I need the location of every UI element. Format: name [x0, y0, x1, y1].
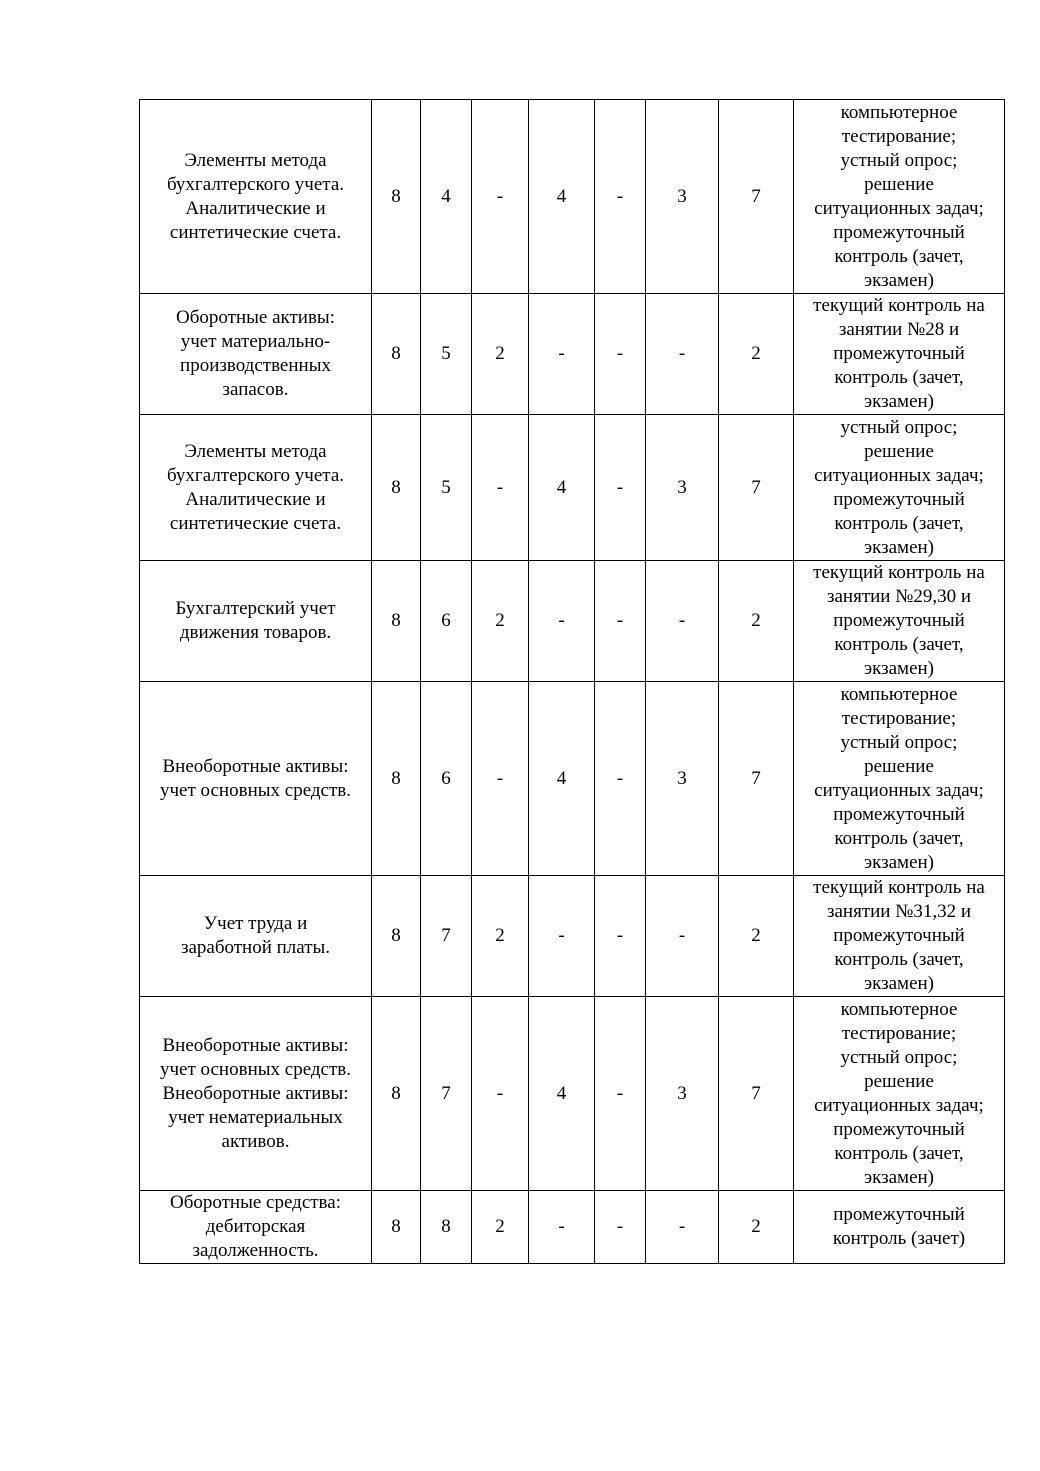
- self-study-cell: -: [646, 294, 719, 415]
- semester-cell: 8: [372, 561, 421, 682]
- total-cell: 7: [719, 997, 794, 1191]
- semester-cell: 8: [372, 682, 421, 876]
- practice-cell: 4: [529, 100, 595, 294]
- topic-cell: Учет труда и заработной платы.: [140, 876, 372, 997]
- topic-cell: Оборотные активы: учет материально- производственных запасов.: [140, 294, 372, 415]
- table-row: [140, 415, 1005, 561]
- semester-cell: 8: [372, 1191, 421, 1264]
- curriculum-table: [139, 99, 1005, 1264]
- table-row: [140, 1191, 1005, 1264]
- total-cell: 7: [719, 415, 794, 561]
- lab-cell: -: [595, 1191, 646, 1264]
- lecture-cell: 2: [472, 561, 529, 682]
- control-form-cell: промежуточный контроль (зачет): [794, 1191, 1005, 1264]
- control-form-cell: компьютерное тестирование; устный опрос; решение ситуационных задач; промежуточный контроль (зачет, экзамен): [794, 682, 1005, 876]
- semester-cell: 8: [372, 100, 421, 294]
- practice-cell: -: [529, 876, 595, 997]
- week-cell: 6: [421, 682, 472, 876]
- self-study-cell: 3: [646, 997, 719, 1191]
- week-cell: 6: [421, 561, 472, 682]
- self-study-cell: -: [646, 876, 719, 997]
- semester-cell: 8: [372, 876, 421, 997]
- week-cell: 7: [421, 997, 472, 1191]
- week-cell: 7: [421, 876, 472, 997]
- topic-cell: Оборотные средства: дебиторская задолженность.: [140, 1191, 372, 1264]
- table-row: [140, 100, 1005, 294]
- practice-cell: 4: [529, 682, 595, 876]
- lecture-cell: -: [472, 997, 529, 1191]
- total-cell: 2: [719, 561, 794, 682]
- week-cell: 5: [421, 415, 472, 561]
- week-cell: 5: [421, 294, 472, 415]
- control-form-cell: устный опрос; решение ситуационных задач; промежуточный контроль (зачет, экзамен): [794, 415, 1005, 561]
- total-cell: 2: [719, 876, 794, 997]
- control-form-cell: текущий контроль на занятии №31,32 и промежуточный контроль (зачет, экзамен): [794, 876, 1005, 997]
- topic-cell: Бухгалтерский учет движения товаров.: [140, 561, 372, 682]
- semester-cell: 8: [372, 997, 421, 1191]
- control-form-cell: компьютерное тестирование; устный опрос; решение ситуационных задач; промежуточный контроль (зачет, экзамен): [794, 100, 1005, 294]
- total-cell: 7: [719, 682, 794, 876]
- practice-cell: 4: [529, 997, 595, 1191]
- semester-cell: 8: [372, 415, 421, 561]
- control-form-cell: компьютерное тестирование; устный опрос; решение ситуационных задач; промежуточный контроль (зачет, экзамен): [794, 997, 1005, 1191]
- week-cell: 4: [421, 100, 472, 294]
- semester-cell: 8: [372, 294, 421, 415]
- lecture-cell: -: [472, 415, 529, 561]
- lecture-cell: 2: [472, 876, 529, 997]
- control-form-cell: текущий контроль на занятии №29,30 и промежуточный контроль (зачет, экзамен): [794, 561, 1005, 682]
- lab-cell: -: [595, 561, 646, 682]
- week-cell: 8: [421, 1191, 472, 1264]
- topic-cell: Внеоборотные активы: учет основных средств.: [140, 682, 372, 876]
- lecture-cell: -: [472, 682, 529, 876]
- lecture-cell: 2: [472, 1191, 529, 1264]
- lab-cell: -: [595, 100, 646, 294]
- practice-cell: -: [529, 561, 595, 682]
- lab-cell: -: [595, 682, 646, 876]
- table-row: [140, 876, 1005, 997]
- topic-cell: Элементы метода бухгалтерского учета. Аналитические и синтетические счета.: [140, 415, 372, 561]
- self-study-cell: 3: [646, 100, 719, 294]
- table-row: [140, 997, 1005, 1191]
- lab-cell: -: [595, 294, 646, 415]
- lecture-cell: -: [472, 100, 529, 294]
- self-study-cell: -: [646, 1191, 719, 1264]
- lab-cell: -: [595, 415, 646, 561]
- topic-cell: Внеоборотные активы: учет основных средств. Внеоборотные активы: учет нематериальных активов.: [140, 997, 372, 1191]
- control-form-cell: текущий контроль на занятии №28 и промежуточный контроль (зачет, экзамен): [794, 294, 1005, 415]
- table-row: [140, 294, 1005, 415]
- self-study-cell: -: [646, 561, 719, 682]
- lab-cell: -: [595, 997, 646, 1191]
- self-study-cell: 3: [646, 415, 719, 561]
- lab-cell: -: [595, 876, 646, 997]
- self-study-cell: 3: [646, 682, 719, 876]
- table-row: [140, 682, 1005, 876]
- total-cell: 2: [719, 294, 794, 415]
- table-body: [140, 100, 1005, 1264]
- table-row: [140, 561, 1005, 682]
- total-cell: 2: [719, 1191, 794, 1264]
- lecture-cell: 2: [472, 294, 529, 415]
- total-cell: 7: [719, 100, 794, 294]
- topic-cell: Элементы метода бухгалтерского учета. Аналитические и синтетические счета.: [140, 100, 372, 294]
- practice-cell: -: [529, 294, 595, 415]
- practice-cell: -: [529, 1191, 595, 1264]
- practice-cell: 4: [529, 415, 595, 561]
